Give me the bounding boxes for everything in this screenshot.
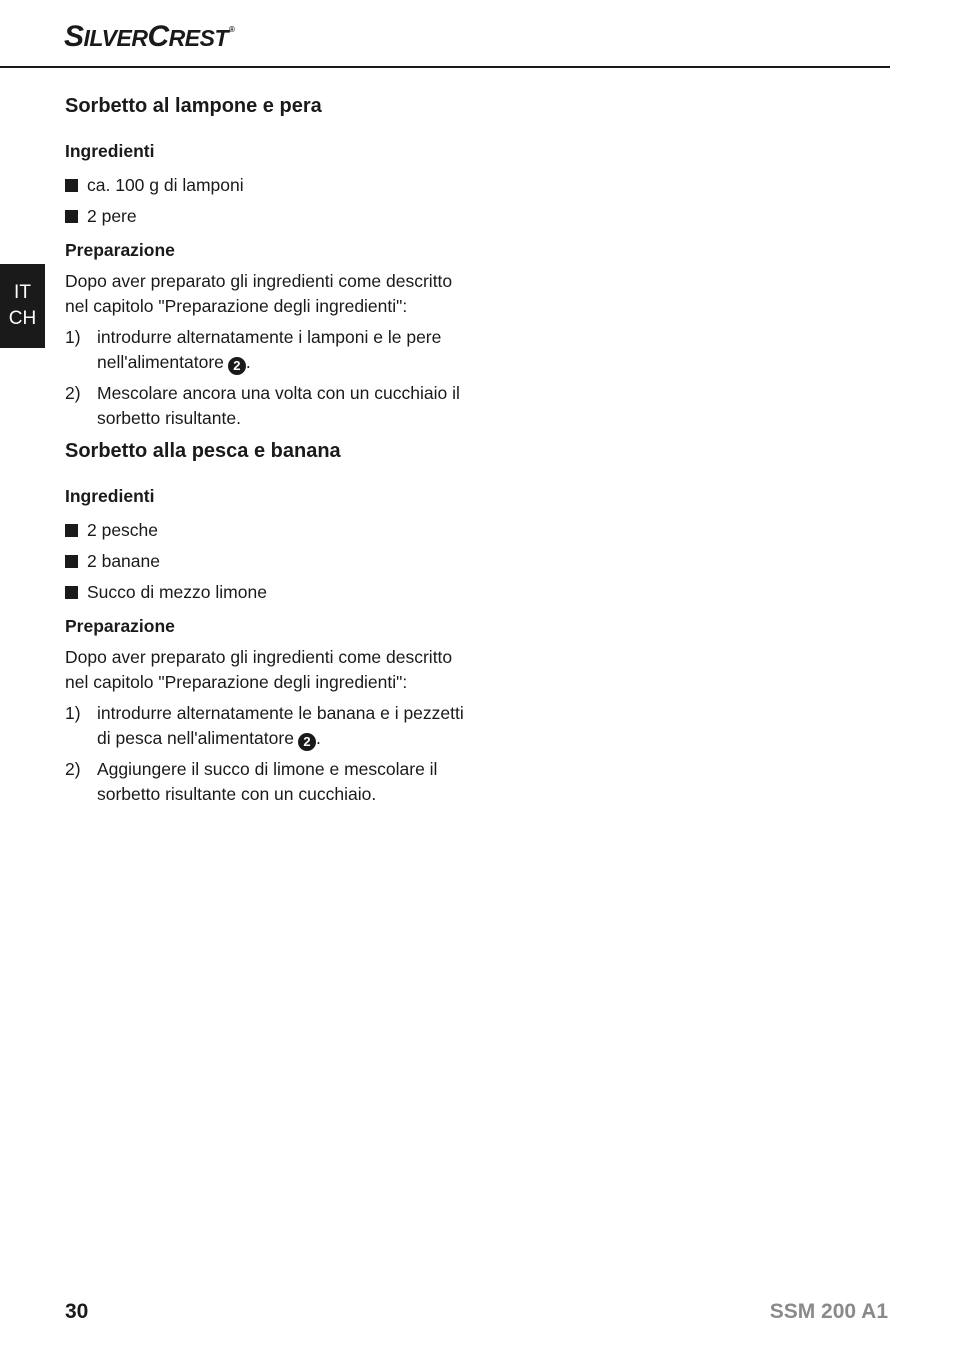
recipe-title: Sorbetto alla pesca e banana xyxy=(65,440,341,462)
ingredients-list xyxy=(65,173,465,229)
ingredients-heading: Ingredienti xyxy=(65,486,155,506)
list-item: Succo di mezzo limone xyxy=(65,580,465,605)
model-number: SSM 200 A1 xyxy=(769,1300,888,1323)
list-item: ca. 100 g di lamponi xyxy=(65,173,465,198)
recipe-peach-banana xyxy=(65,437,465,807)
list-item: 2 pere xyxy=(65,204,465,229)
language-code-ch: CH xyxy=(8,308,37,329)
bullet-square-icon xyxy=(65,179,78,192)
preparation-heading: Preparazione xyxy=(65,240,175,260)
list-item: 2 banane xyxy=(65,549,465,574)
registered-mark: ® xyxy=(229,25,235,34)
list-item: 2 pesche xyxy=(65,518,465,543)
bullet-square-icon xyxy=(65,555,78,568)
step-item: 2) Mescolare ancora una volta con un cucchiaio il sorbetto risultante. xyxy=(65,383,460,428)
bullet-square-icon xyxy=(65,586,78,599)
bullet-square-icon xyxy=(65,210,78,223)
page-content xyxy=(65,92,465,813)
preparation-intro: Dopo aver preparato gli ingredienti come descritto nel capitolo "Preparazione degli ingredienti": xyxy=(65,271,453,316)
logo-letter-c: C xyxy=(147,20,169,53)
steps-list xyxy=(65,701,465,807)
bullet-square-icon xyxy=(65,524,78,537)
steps-list xyxy=(65,325,465,431)
logo-text-rest: REST xyxy=(168,25,228,51)
recipe-raspberry-pear xyxy=(65,92,465,431)
step-item: 1) introdurre alternatamente le banana e i pezzetti di pesca nell'alimentatore 2 . xyxy=(65,703,464,749)
language-tab xyxy=(0,264,45,348)
recipe-title: Sorbetto al lampone e pera xyxy=(65,95,322,117)
preparation-heading: Preparazione xyxy=(65,616,175,636)
preparation-intro: Dopo aver preparato gli ingredienti come descritto nel capitolo "Preparazione degli ingredienti": xyxy=(65,647,453,692)
reference-number-icon: 2 xyxy=(228,357,246,375)
reference-number-icon: 2 xyxy=(298,733,316,751)
ingredients-heading: Ingredienti xyxy=(65,141,155,161)
logo-text-ilver: ILVER xyxy=(83,25,148,51)
language-code-it: IT xyxy=(14,282,31,303)
step-item: 2) Aggiungere il succo di limone e mescolare il sorbetto risultante con un cucchiaio. xyxy=(65,759,438,804)
logo-letter-s: S xyxy=(64,20,84,53)
header-divider xyxy=(0,66,890,68)
ingredients-list xyxy=(65,518,465,605)
silvercrest-logo xyxy=(64,22,234,52)
step-item: 1) introdurre alternatamente i lamponi e le pere nell'alimentatore 2 . xyxy=(65,327,442,373)
page-number: 30 xyxy=(65,1300,89,1323)
